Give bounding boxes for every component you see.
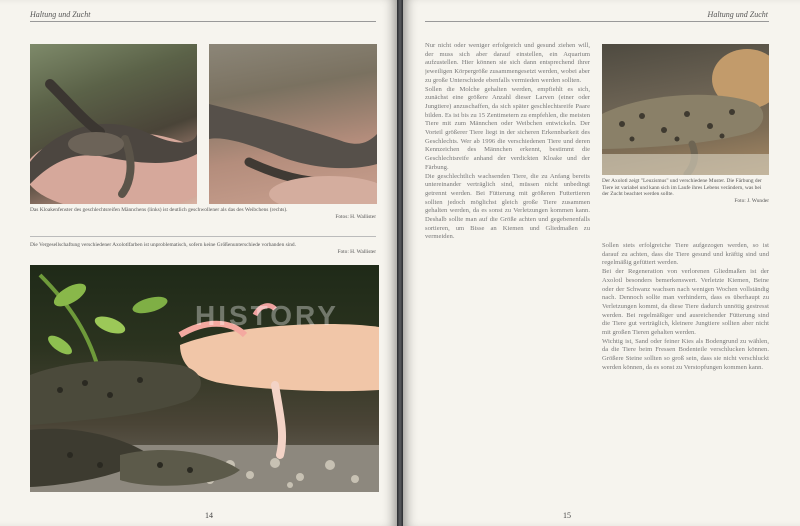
watermark-text: HISTORY <box>195 300 339 331</box>
paragraph: Nur nicht oder weniger erfolgreich und gesund ziehen will, der muss sich aber darauf einstellen, ein Aquarium aufzustellen. Hier können sie sich dann entsprechend ihrer jeweiligen Körpergröße zusammengesetzt werden, wobei aber zu große Unterschiede ebenfalls vermieden werden sollten. <box>425 42 590 84</box>
header-rule <box>425 21 769 22</box>
caption-right-credit: Foto: J. Wunder <box>734 197 769 204</box>
axolotl-underside-illustration <box>30 44 197 204</box>
photo-male-cloaca <box>30 44 197 204</box>
left-page <box>0 0 397 526</box>
caption-top-text: Das Kloakenfenster des geschlechtsreifen Männchens (links) ist deutlich geschwollener als das des Weibchens (rechts). <box>30 207 288 213</box>
photo-aquarium-axolotls <box>30 265 379 492</box>
caption-mid-credit: Foto: H. Wallister <box>337 248 376 255</box>
caption-right-text: Der Axolotl zeigt "Leuzismus" und verschiedene Muster. Die Färbung der Tiere ist variabel und kann sich im Laufe ihres Lebens verändern, was bei der Zucht beachtet werden sollte. <box>602 178 762 198</box>
caption-top-credit: Fotos: H. Wallister <box>335 213 376 220</box>
photo-axolotl-color <box>602 44 769 175</box>
axolotl-spotted-illustration <box>602 44 769 175</box>
running-head-right: Haltung und Zucht <box>707 10 768 19</box>
right-page <box>403 0 800 526</box>
caption-mid <box>30 242 376 255</box>
text-column-left <box>425 42 590 497</box>
page-number-right: 15 <box>563 511 571 520</box>
page-number-left: 14 <box>205 511 213 520</box>
caption-divider <box>30 236 376 237</box>
paragraph: Wichtig ist, Sand oder feiner Kies als Bodengrund zu wählen, da die Tiere beim Fressen Bodenteile verschlucken können. Größere Steine sollten so groß sein, dass sie nicht verschluckt werden können, da es sonst zu Verstopfungen kommen kann. <box>602 337 769 371</box>
header-rule <box>30 21 376 22</box>
caption-mid-text: Die Vergesellschaftung verschiedener Axolotlfarben ist unproblematisch, sofern keine Größenunterschiede vorhanden sind. <box>30 242 296 248</box>
paragraph: Bei der Regeneration von verlorenen Gliedmaßen ist der Axolotl besonders bemerkenswert. Verletzte Kiemen, Beine oder der Schwanz wachsen nach wenigen Wochen vollständig nach. Dennoch sollte man verhindern, dass es überhaupt zu Verletzungen kommt, da diese Tiere dadurch unnötig gestresst werden. Bei regelmäßiger und ausreichender Fütterung sind die Tiere gut verträglich, kleinere Jungtiere sollten aber nicht mit großen Tieren gehalten werden. <box>602 268 769 337</box>
caption-right-photo <box>602 178 769 204</box>
caption-top <box>30 207 376 220</box>
photo-female-cloaca <box>209 44 377 204</box>
paragraph: Die geschlechtlich wachsenden Tiere, die zu Anfang bereits untereinander verträglich sind, müssen nicht unbedingt getrennt werden. Bei Fütterung mit größeren Futtertieren sollten jedoch möglichst gleich große Tiere zusammen gehalten werden, da es sonst zu Verletzungen kommen kann. Deshalb sollte man auf die Größe achten und gegebenenfalls sortieren, um Bisse an Kiemen und Gliedmaßen zu vermeiden. <box>425 172 590 241</box>
paragraph: Sollen stets erfolgreiche Tiere aufgezogen werden, so ist darauf zu achten, dass die Tiere gesund und kräftig sind und regelmäßig gefüttert werden. <box>602 242 769 267</box>
axolotl-female-illustration <box>209 44 377 204</box>
running-head-left: Haltung und Zucht <box>30 10 91 19</box>
text-column-right <box>602 242 769 497</box>
paragraph: Sollen die Molche gehalten werden, empfiehlt es sich, zunächst eine größere Anzahl dieser Larven (einer oder Jungtiere) anzuschaffen, da sich später geschlechtsreife Paare bilden. Es ist bis zu 15 Zentimetern zu empfehlen, die meisten Tiere mit zum Männchen oder Weibchen entwickeln. Der Vorteil größerer Tiere liegt in der sicheren Erkennbarkeit des Geschlechts. Wer ab 1996 die verschiedenen Tiere und deren Kennzeichen des Männchen erkennt, bestimmt die Geschlechtsreife anhand der verdickten Kloake und der Färbung. <box>425 85 590 171</box>
